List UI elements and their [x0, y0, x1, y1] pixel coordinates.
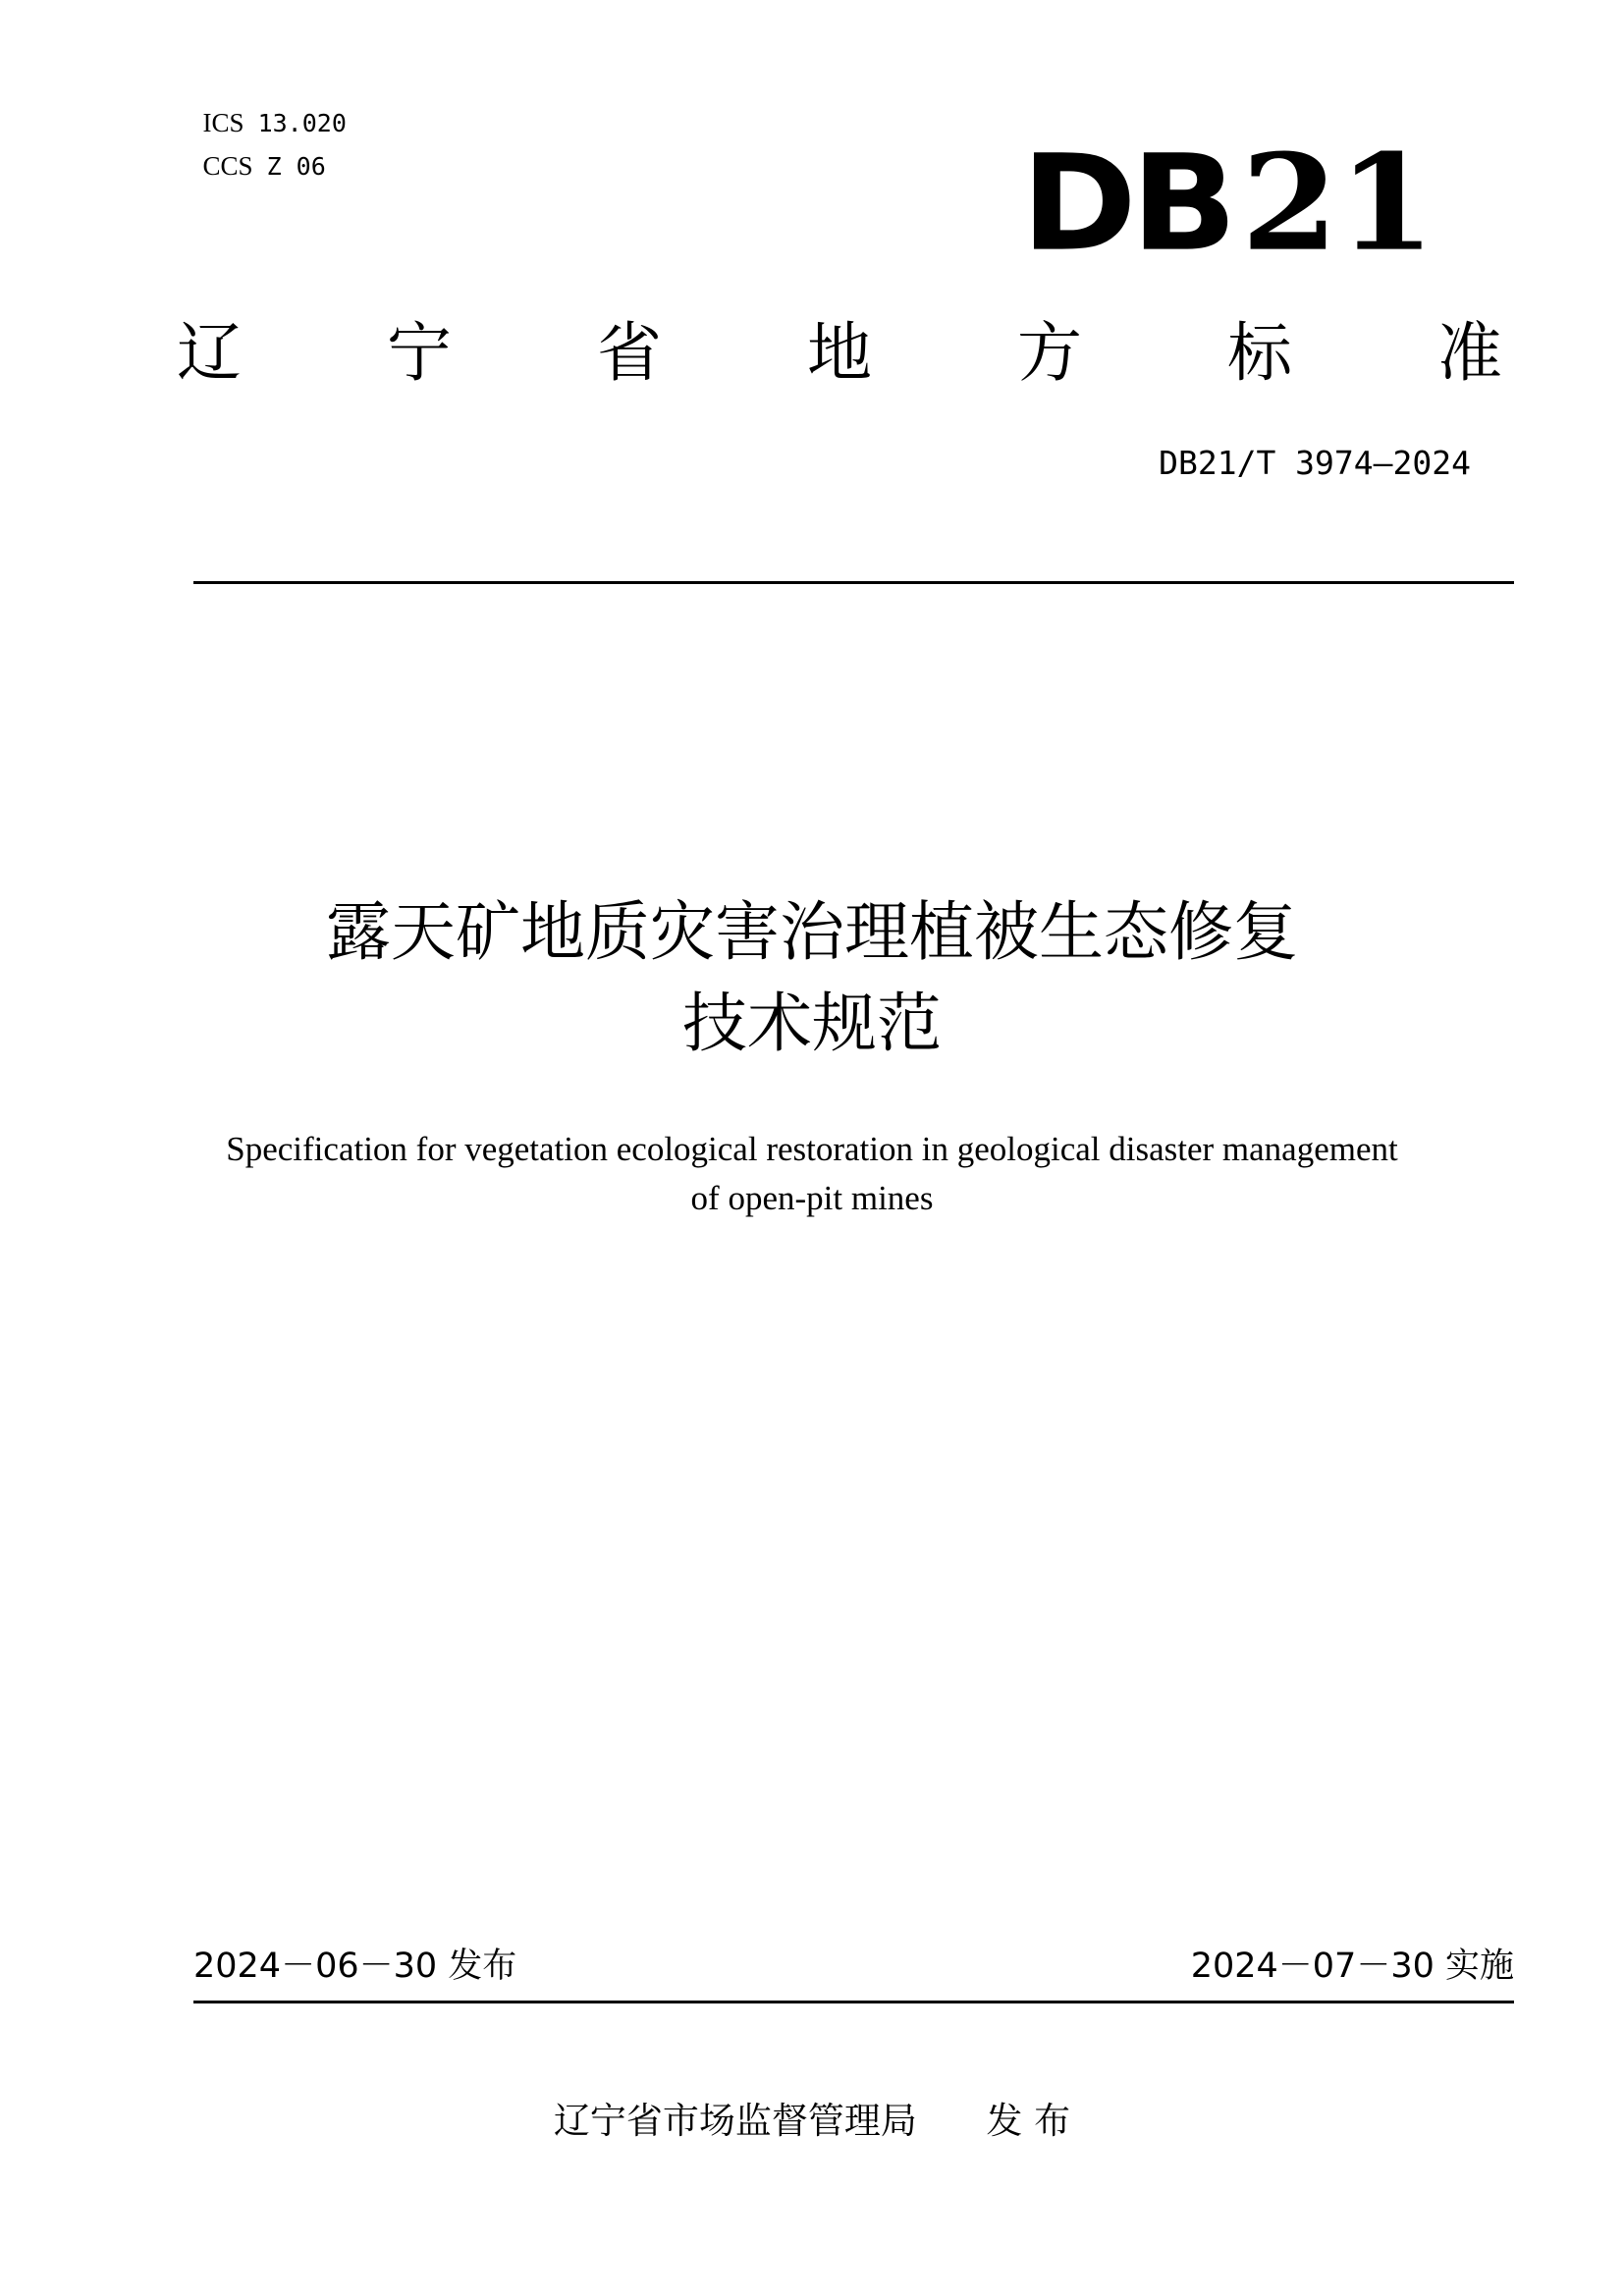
ccs-code: [187, 122, 326, 182]
implement-date: 2024－07－30 实施: [1190, 1947, 1514, 1986]
logo-number: 21: [1241, 126, 1435, 281]
title-en-line2: of open-pit mines: [690, 1179, 934, 1217]
issuer-action: 发 布: [986, 2100, 1071, 2142]
standard-type-heading: [177, 314, 1502, 393]
heading-char: 标: [1227, 315, 1292, 391]
title-en-line1: Specification for vegetation ecological restoration in geological disaster management: [226, 1130, 1398, 1168]
heading-char: 地: [807, 315, 872, 391]
heading-char: 方: [1017, 315, 1082, 391]
publish-date: 2024－06－30 发布: [193, 1947, 517, 1986]
ics-label: ICS: [202, 108, 244, 137]
title-cn-line1: 露天矿地质灾害治理植被生态修复: [326, 894, 1298, 970]
ccs-value: Z 06: [266, 152, 326, 181]
heading-char: 辽: [177, 315, 242, 391]
title-cn-line2: 技术规范: [682, 986, 942, 1061]
ics-value: 13.020: [257, 109, 347, 137]
heading-char: 省: [597, 315, 662, 391]
bottom-divider: [193, 2001, 1514, 2003]
issuer-line: [0, 2091, 1624, 2144]
standard-number: DB21/T 3974—2024: [1159, 444, 1471, 482]
top-divider: [193, 581, 1514, 584]
issuer-name: 辽宁省市场监督管理局: [553, 2100, 917, 2142]
heading-char: 准: [1437, 315, 1502, 391]
db21-logo: [1021, 126, 1435, 281]
heading-char: 宁: [387, 315, 452, 391]
logo-letters: DB: [1021, 127, 1232, 281]
ccs-label: CCS: [202, 151, 253, 181]
